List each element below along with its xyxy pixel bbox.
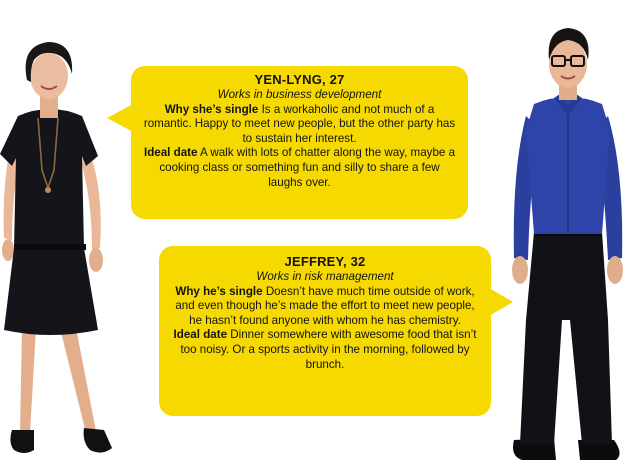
why-single-text: Doesn’t have much time outside of work, and even though he’s made the effort to meet new people, he hasn’t found anyone with whom he has chemistry. xyxy=(175,284,475,327)
ideal-date-label: Ideal date xyxy=(173,328,228,342)
ideal-date xyxy=(169,328,481,372)
why-single-label: Why she’s single xyxy=(164,102,259,116)
ideal-date xyxy=(141,146,458,190)
why-single-text: Is a workaholic and not much of a romantic. Happy to meet new people, but the other party has to sustain her interest. xyxy=(143,102,456,145)
profile-job: Works in business development xyxy=(217,88,382,101)
ideal-date-label: Ideal date xyxy=(143,146,198,160)
profile-bubble-yen-lyng xyxy=(131,66,468,219)
profile-bubble-jeffrey xyxy=(159,246,491,416)
profile-name: YEN-LYNG, 27 xyxy=(254,72,345,87)
bubble-tail xyxy=(489,288,513,316)
man-photo xyxy=(504,20,630,472)
profile-job: Works in risk management xyxy=(256,270,394,283)
profile-name: JEFFREY, 32 xyxy=(284,254,366,269)
bubble-tail xyxy=(107,104,133,132)
woman-photo xyxy=(0,38,120,470)
ideal-date-text: A walk with lots of chatter along the way, maybe a cooking class or something fun and silly to share a few laughs over. xyxy=(159,146,456,189)
why-single xyxy=(169,285,481,329)
why-single xyxy=(141,103,458,147)
why-single-label: Why he’s single xyxy=(175,284,263,298)
ideal-date-text: Dinner somewhere with awesome food that isn’t too noisy. Or a sports activity in the morning, followed by brunch. xyxy=(180,328,477,371)
